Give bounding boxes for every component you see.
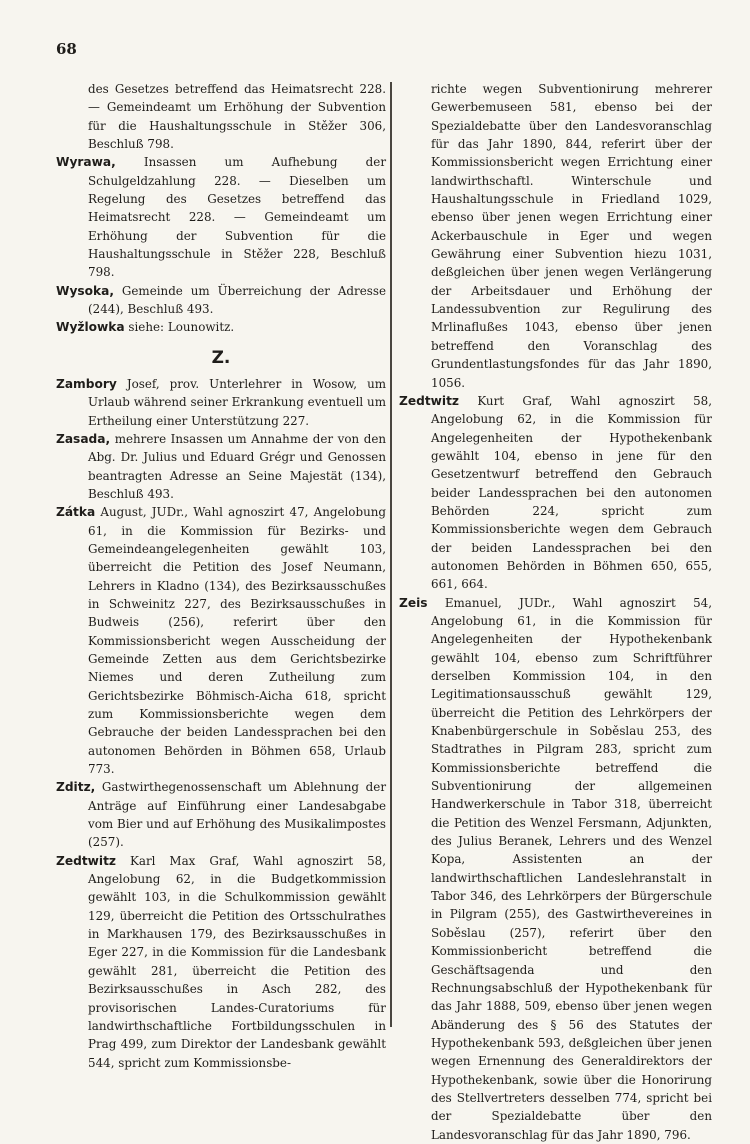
index-entry (56, 80, 386, 153)
index-entry (56, 318, 386, 336)
entry-heading: Zambory (56, 376, 117, 391)
entry-text: Kurt Graf, Wahl agnoszirt 58, Angelobung 62, in die Kommission für Angelegenheiten der Hypothekenbank gewählt 104, ebenso in jene für den Gesetzentwurf betreffend den Gebrauch beider Landessprachen bei den autonomen Behörden 224, spricht zum Kommissionsberichte wegen dem Gebrauch der beiden Landessprachen bei den autonomen Behörden in Böhmen 650, 655, 661, 664. (431, 393, 713, 592)
entry-heading: Zátka (56, 505, 96, 520)
index-entry (56, 778, 386, 851)
index-entry (56, 503, 386, 778)
left-column (56, 80, 386, 1072)
entry-heading: Zedtwitz (56, 853, 117, 868)
entry-text: Gastwirthegenossenschaft um Ablehnung der Anträge auf Einführung einer Landesabgabe vom Bier und auf Erhöhung des Musikalimpostes (257). (88, 780, 386, 850)
section-letter: Z. (211, 347, 231, 368)
index-entry (399, 80, 712, 392)
entry-heading: Zeis (399, 595, 428, 610)
entry-heading: Zditz, (56, 780, 96, 795)
entry-text: siehe: Lounowitz. (128, 320, 235, 335)
entry-text: mehrere Insassen um Annahme der von den Abg. Dr. Julius und Eduard Grégr und Genossen beantragten Adresse an Seine Majestät (134), Beschluß 493. (88, 431, 387, 501)
entry-text: Gemeinde um Überreichung der Adresse (244), Beschluß 493. (88, 283, 387, 317)
index-entry (56, 852, 386, 1072)
column-divider (390, 82, 392, 1027)
entry-text: Insassen um Aufhebung der Schulgeldzahlung 228. — Dieselben um Regelung des Gesetzes betreffend das Heimatsrecht 228. — Gemeindeamt um Erhöhung der Subvention für die Haushaltungsschule in Stěžer 228, Beschluß 798. (88, 155, 387, 280)
right-column (399, 80, 712, 1144)
entry-text: August, JUDr., Wahl agnoszirt 47, Angelobung 61, in die Kommission für Bezirks- und Gemeindeangelegenheiten gewählt 103, überreicht die Petition des Josef Neumann, Lehrers in Kladno (134), des Bezirksausschußes in Schweinitz 227, des Bezirksausschußes in Budweis (256), referirt über den Kommissionsbericht wegen Ausscheidung der Gemeinde Zetten aus dem Gerichtsbezirke Niemes und deren Zutheilung zum Gerichtsbezirke Böhmisch-Aicha 618, spricht zum Kommissionsberichte wegen dem Gebrauche der beiden Landessprachen bei den autonomen Behörden in Böhmen 658, Urlaub 773. (88, 505, 387, 777)
entry-heading: Zasada, (56, 431, 111, 446)
entry-heading: Wyžlowka (56, 320, 125, 335)
entry-heading: Zedtwitz (399, 393, 460, 408)
index-entry (56, 375, 386, 430)
entry-heading: Wysoka, (56, 283, 114, 298)
index-entry (399, 392, 712, 594)
entry-heading: Wyrawa, (56, 155, 116, 170)
page-number: 68 (56, 40, 77, 58)
index-entry (399, 594, 712, 1144)
index-entry (56, 153, 386, 281)
index-entry (56, 282, 386, 319)
entry-text: Josef, prov. Unterlehrer in Wosow, um Urlaub während seiner Erkrankung eventuell um Ertheilung einer Unterstützung 227. (88, 376, 386, 428)
entry-text: des Gesetzes betreffend das Heimatsrecht 228. — Gemeindeamt um Erhöhung der Subvention für die Haushaltungsschule in Stěžer 306, Beschluß 798. (88, 82, 386, 152)
entry-text: Emanuel, JUDr., Wahl agnoszirt 54, Angelobung 61, in die Kommission für Angelegenheiten der Hypothekenbank gewählt 104, ebenso zum Schriftführer derselben Kommission 104, in den Legitimationsausschuß gewählt 129, überreicht die Petition des Lehrkörpers der Knabenbürgerschule in Soběslau 253, des Stadtrathes in Pilgram 283, spricht zum Kommissionsberichte betreffend die Subventionirung der allgemeinen Handwerkerschule in Tabor 318, überreicht die Petition des Wenzel Fersmann, Adjunkten, des Julius Beranek, Lehrers und des Wenzel Kopa, Assistenten an der landwirthschaftlichen Landeslehranstalt in Tabor 346, des Lehrkörpers der Bürgerschule in Pilgram (255), des Gastwirthevereines in Soběslau (257), referirt über den Kommissionbericht betreffend die Geschäftsagenda und den Rechnungsabschluß der Hypothekenbank für das Jahr 1888, 509, ebenso über jenen wegen Abänderung des § 56 des Statutes der Hypothekenbank 593, deßgleichen über jenen wegen Ernennung des Generaldirektors der Hypothekenbank, sowie über die Honorirung des Stellvertreters desselben 774, spricht bei der Spezialdebatte über den Landesvoranschlag für das Jahr 1890, 796. (431, 595, 713, 1142)
entry-text: richte wegen Subventionirung mehrerer Gewerbemuseen 581, ebenso bei der Spezialdebatte über den Landesvoranschlag für das Jahr 1890, 844, referirt über der Kommissionsbericht wegen Errichtung einer landwirthschaftl. Winterschule und Haushaltungsschule in Friedland 1029, ebenso über jenen wegen Errichtung einer Ackerbauschule in Eger und wegen Gewährung einer Subvention hiezu 1031, deßgleichen über jenen wegen Verlängerung der Arbeitsdauer und Erhöhung der Landessubvention zur Regulirung des Mrlinaflußes 1043, ebenso über jenen betreffend den Voranschlag des Grundentlastungsfondes für das Jahr 1890, 1056. (431, 82, 712, 390)
index-entry (56, 430, 386, 503)
entry-text: Karl Max Graf, Wahl agnoszirt 58, Angelobung 62, in die Budgetkommission gewählt 103, in die Schulkommission gewählt 129, überreicht die Petition des Ortsschulrathes in Markhausen 179, des Bezirksausschußes in Eger 227, in die Kommission für die Landesbank gewählt 281, überreicht die Petition des Bezirksausschußes in Asch 282, des provisorischen Landes-Curatoriums für landwirthschaftliche Fortbildungsschulen in Prag 499, zum Direktor der Landesbank gewählt 544, spricht zum Kommissionsbe- (88, 853, 387, 1070)
